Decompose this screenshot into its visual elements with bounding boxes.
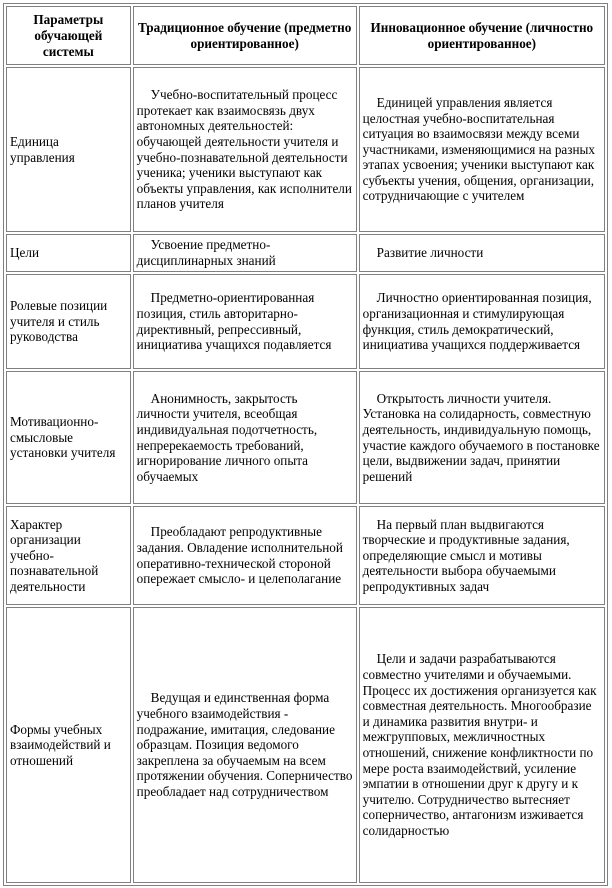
innovative-cell: Личностно ориентированная позиция, организационная и стимулирующая функция, стиль демократический, инициатива учащихся поддерживается <box>359 274 605 369</box>
innovative-cell: Единицей управления является целостная учебно-воспитательная ситуация во взаимосвязи между всеми участниками, изменяющимися на разных этапах усвоения; ученики выступают как субъекты учения, общения, организации, сотрудничающие с учителем <box>359 67 605 232</box>
traditional-cell: Ведущая и единственная форма учебного взаимодействия - подражание, имитация, следование образцам. Позиция ведомого закреплена за обучаемым на всем протяжении обучения. Соперничество преобладает над сотрудничеством <box>133 607 357 883</box>
table-row <box>6 506 605 605</box>
traditional-cell: Учебно-воспитательный процесс протекает как взаимосвязь двух автономных деятельностей: обучающей деятельности учителя и учебно-познавательной деятельности ученика; ученики выступают как объекты управления, как исполнители планов учителя <box>133 67 357 232</box>
innovative-cell: Развитие личности <box>359 234 605 272</box>
param-cell: Мотивационно-смысловые установки учителя <box>6 371 131 504</box>
table-row <box>6 67 605 232</box>
traditional-cell: Предметно-ориентированная позиция, стиль авторитарно-директивный, репрессивный, инициатива учащихся подавляется <box>133 274 357 369</box>
innovative-cell: На первый план выдвигаются творческие и продуктивные задания, определяющие смысл и мотивы деятельности выбора обучаемыми репродуктивных задач <box>359 506 605 605</box>
param-cell: Ролевые позиции учителя и стиль руководства <box>6 274 131 369</box>
param-cell: Формы учебных взаимодействий и отношений <box>6 607 131 883</box>
header-traditional: Традиционное обучение (предметно ориентированное) <box>133 6 357 65</box>
param-cell: Характер организации учебно-познавательной деятельности <box>6 506 131 605</box>
innovative-cell: Цели и задачи разрабатываются совместно учителями и обучаемыми. Процесс их достижения организуется как совместная деятельность. Многообразие и динамика развития внутри- и межгрупповых, межличностных отношений, снижение конфликтности по мере роста взаимодействий, усиление эмпатии в отношении друг к другу и к учителю. Сотрудничество вытесняет соперничество, антагонизм изживается солидарностью <box>359 607 605 883</box>
header-parameters: Параметры обучающей системы <box>6 6 131 65</box>
table-row <box>6 371 605 504</box>
header-row <box>6 6 605 65</box>
traditional-cell: Анонимность, закрытость личности учителя, всеобщая индивидуальная подотчетность, непререкаемость требований, игнорирование личного опыта обучаемых <box>133 371 357 504</box>
traditional-cell: Усвоение предметно-дисциплинарных знаний <box>133 234 357 272</box>
traditional-cell: Преобладают репродуктивные задания. Овладение исполнительной оперативно-технической стороной опережает смысло- и целеполагание <box>133 506 357 605</box>
comparison-table <box>3 3 608 886</box>
param-cell: Единица управления <box>6 67 131 232</box>
table-row <box>6 607 605 883</box>
table-row <box>6 274 605 369</box>
table-row <box>6 234 605 272</box>
param-cell: Цели <box>6 234 131 272</box>
header-innovative: Инновационное обучение (личностно ориентированное) <box>359 6 605 65</box>
innovative-cell: Открытость личности учителя. Установка на солидарность, совместную деятельность, индивидуальную помощь, участие каждого обучаемого в постановке цели, выдвижении задач, принятии решений <box>359 371 605 504</box>
